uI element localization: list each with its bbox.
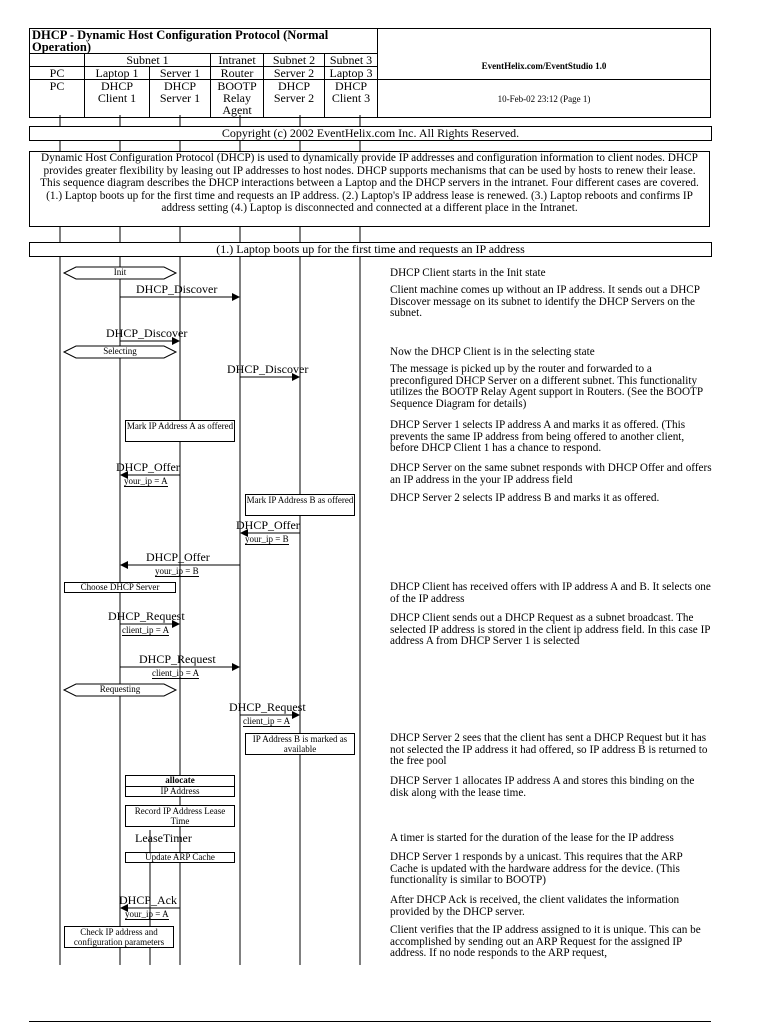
- action-box: Record IP Address Lease Time: [125, 805, 235, 827]
- header-cell: PC: [30, 67, 85, 80]
- header-cell: Intranet: [211, 54, 264, 67]
- note-text: After DHCP Ack is received, the client validates the information provided by the DHCP server.: [390, 894, 680, 918]
- message-label: DHCP_Ack: [119, 893, 178, 907]
- note-text: DHCP Client sends out a DHCP Request as a subnet broadcast. The selected IP address is stored in the client ip address field. In this case IP address A from DHCP Server 1 is selected: [390, 612, 711, 648]
- state-selecting: Selecting: [103, 346, 137, 356]
- action-box: Choose DHCP Server: [64, 582, 176, 593]
- header-cell: DHCP Server 1: [150, 80, 211, 118]
- header-cell: Laptop 3: [325, 67, 378, 80]
- header-source: EventHelix.com/EventStudio 1.0: [378, 54, 711, 80]
- note-text: Now the DHCP Client is in the selecting state: [390, 346, 595, 358]
- header-cell: DHCP Server 2: [264, 80, 325, 118]
- section-heading: (1.) Laptop boots up for the first time and requests an IP address: [29, 242, 712, 257]
- message-label: DHCP_Request: [229, 700, 306, 714]
- note-text: DHCP Server on the same subnet responds with DHCP Offer and offers an IP address in the your IP address field: [390, 462, 712, 486]
- header-cell: Router: [211, 67, 264, 80]
- message-label: DHCP_Request: [139, 652, 216, 666]
- message-param: your_ip = A: [125, 909, 169, 919]
- header-cell: DHCP Client 1: [85, 80, 150, 118]
- action-box-text: IP Address: [160, 785, 200, 796]
- header-cell: PC: [30, 80, 85, 118]
- message-param: client_ip = A: [122, 625, 170, 635]
- note-text: DHCP Client has received offers with IP address A and B. It selects one of the IP address: [390, 581, 711, 605]
- note-text: DHCP Server 1 selects IP address A and marks it as offered. (This prevents the same IP address from being offered to another client, before DHCP Client 1 has a chance to respond.: [390, 419, 686, 455]
- state-requesting: Requesting: [99, 684, 141, 694]
- header-cell: Subnet 1: [85, 54, 211, 67]
- message-label: DHCP_Request: [108, 609, 185, 623]
- header-cell: Server 1: [150, 67, 211, 80]
- note-text: Client machine comes up without an IP address. It sends out a DHCP Discover message on its subnet to identify the DHCP Servers on the subnet.: [390, 284, 700, 320]
- action-box: IP Address B is marked as available: [245, 733, 355, 755]
- note-text: DHCP Server 1 allocates IP address A and stores this binding on the disk along with the lease time.: [390, 775, 695, 799]
- note-text: DHCP Client starts in the Init state: [390, 267, 546, 279]
- message-label: DHCP_Discover: [106, 326, 188, 340]
- copyright: Copyright (c) 2002 EventHelix.com Inc. All Rights Reserved.: [29, 126, 712, 141]
- message-label: DHCP_Offer: [236, 518, 300, 532]
- diagram-title: DHCP - Dynamic Host Configuration Protocol (Normal Operation): [30, 29, 378, 54]
- lease-timer-label: LeaseTimer: [135, 831, 192, 845]
- message-param: your_ip = B: [155, 566, 199, 576]
- note-text: Client verifies that the IP address assigned to it is unique. This can be accomplished by sending out an ARP Request for the assigned IP address. If no node responds to the ARP request,: [390, 924, 701, 960]
- message-param: client_ip = A: [152, 668, 200, 678]
- action-box-allocate: [125, 775, 235, 797]
- footer-divider: [29, 1021, 711, 1022]
- message-param: your_ip = A: [124, 476, 168, 486]
- state-init: Init: [113, 267, 127, 277]
- action-box: Mark IP Address A as offered: [125, 420, 235, 442]
- message-label: DHCP_Discover: [227, 362, 309, 376]
- description: Dynamic Host Configuration Protocol (DHCP) is used to dynamically provide IP addresses and configuration information to client nodes. DHCP provides greater flexibility by leasing out IP addresses to host nodes. DHCP supports mechanisms that can be used by hosts to renew their lease. This sequence diagram describes the DHCP interactions between a Laptop and the DHCP servers in the intranet. Four different cases are covered. (1.) Laptop boots up for the first time and requests an IP address. (2.) Laptop's IP address lease is renewed. (3.) Laptop reboots and confirms IP address setting (4.) Laptop is disconnected and connected at a different place in the Intranet.: [29, 151, 710, 227]
- action-box: Check IP address and configuration parameters: [64, 926, 174, 948]
- action-box: Mark IP Address B as offered: [245, 494, 355, 516]
- message-label: DHCP_Offer: [116, 460, 180, 474]
- message-param: your_ip = B: [245, 534, 289, 544]
- message-param: client_ip = A: [243, 716, 291, 726]
- message-label: DHCP_Discover: [136, 282, 218, 296]
- note-text: The message is picked up by the router and forwarded to a preconfigured DHCP Server on a different subnet. This functionality utilizes the BOOTP Relay Agent support in Routers. (See the BOOTP Sequence Diagram for details): [390, 363, 703, 410]
- header-cell: DHCP Client 3: [325, 80, 378, 118]
- note-text: DHCP Server 2 selects IP address B and marks it as offered.: [390, 492, 660, 504]
- action-box: Update ARP Cache: [125, 852, 235, 863]
- note-text: DHCP Server 2 sees that the client has sent a DHCP Request but it has not selected the IP address it had offered, so IP address B is returned to the free pool: [390, 732, 708, 768]
- header-date: 10-Feb-02 23:12 (Page 1): [378, 80, 711, 118]
- header-cell: Subnet 3: [325, 54, 378, 67]
- header-cell: Laptop 1: [85, 67, 150, 80]
- note-text: A timer is started for the duration of the lease for the IP address: [390, 832, 674, 844]
- action-box-title: allocate: [126, 776, 234, 787]
- header-cell: Server 2: [264, 67, 325, 80]
- header-cell: Subnet 2: [264, 54, 325, 67]
- header-cell: BOOTP Relay Agent: [211, 80, 264, 118]
- note-text: DHCP Server 1 responds by a unicast. This requires that the ARP Cache is updated with the hardware address for the device. (This functionality is similar to BOOTP): [390, 851, 683, 887]
- message-label: DHCP_Offer: [146, 550, 210, 564]
